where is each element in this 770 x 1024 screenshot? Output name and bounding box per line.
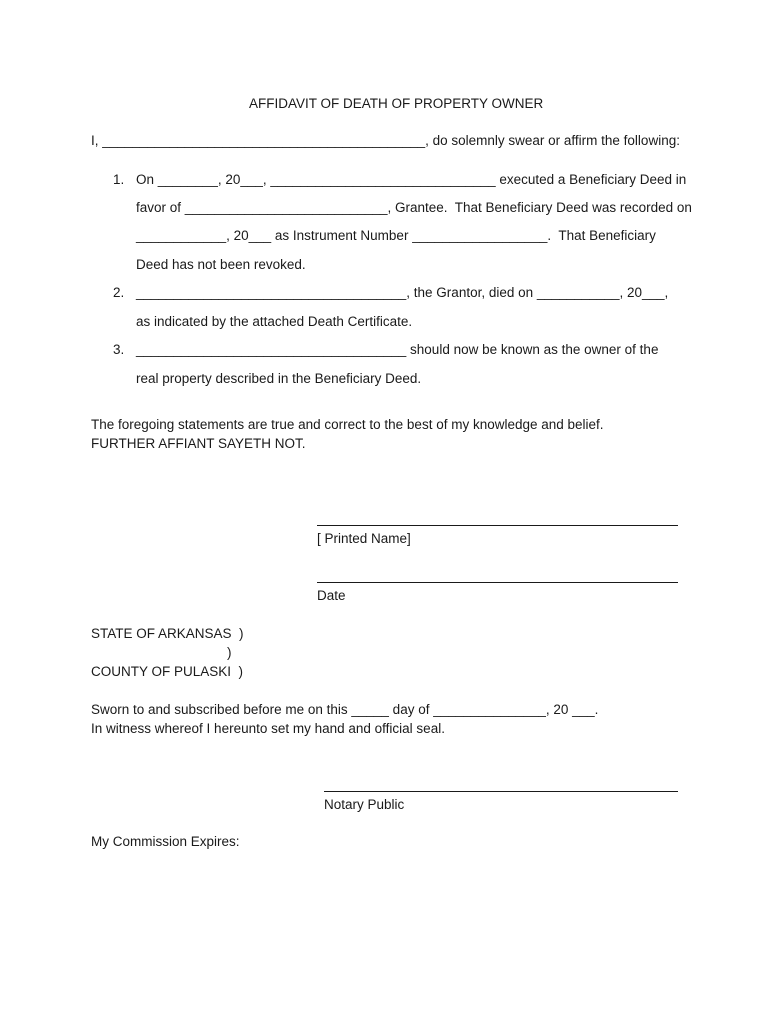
- item-3-line-1[interactable]: ____________________________________ should now be known as the owner of the: [136, 342, 659, 357]
- statement-line-2: FURTHER AFFIANT SAYETH NOT.: [91, 436, 306, 451]
- item-1-line-3[interactable]: ____________, 20___ as Instrument Number __________________. That Beneficiary: [136, 228, 656, 243]
- venue-county: COUNTY OF PULASKI ): [91, 664, 244, 679]
- item-2-line-1[interactable]: ____________________________________, the Grantor, died on ___________, 20___,: [136, 285, 669, 300]
- printed-name-signature-line[interactable]: [317, 525, 678, 526]
- venue-state: STATE OF ARKANSAS ): [91, 626, 244, 641]
- item-2-line-2: as indicated by the attached Death Certificate.: [136, 314, 413, 329]
- date-label: Date: [317, 588, 346, 603]
- item-1-line-1[interactable]: On ________, 20___, ______________________________ executed a Beneficiary Deed in: [136, 172, 687, 187]
- venue-bracket: ): [227, 645, 232, 660]
- document-title: AFFIDAVIT OF DEATH OF PROPERTY OWNER: [249, 96, 544, 111]
- item-3-line-2: real property described in the Beneficiary Deed.: [136, 371, 422, 386]
- sworn-line-2: In witness whereof I hereunto set my hand and official seal.: [91, 721, 445, 736]
- item-number-1: 1.: [113, 172, 125, 187]
- item-number-3: 3.: [113, 342, 125, 357]
- item-1-line-2[interactable]: favor of ___________________________, Grantee. That Beneficiary Deed was recorded on: [136, 200, 692, 215]
- printed-name-label: [ Printed Name]: [317, 531, 411, 546]
- item-number-2: 2.: [113, 285, 125, 300]
- date-signature-line[interactable]: [317, 582, 678, 583]
- statement-line-1: The foregoing statements are true and correct to the best of my knowledge and belief.: [91, 417, 604, 432]
- item-1-line-4: Deed has not been revoked.: [136, 257, 306, 272]
- commission-expires-label: My Commission Expires:: [91, 834, 240, 849]
- notary-public-label: Notary Public: [324, 797, 405, 812]
- notary-signature-line[interactable]: [324, 791, 678, 792]
- oath-intro-line[interactable]: I, ___________________________________________, do solemnly swear or affirm the following:: [91, 133, 680, 148]
- sworn-line-1[interactable]: Sworn to and subscribed before me on this _____ day of _______________, 20 ___.: [91, 702, 599, 717]
